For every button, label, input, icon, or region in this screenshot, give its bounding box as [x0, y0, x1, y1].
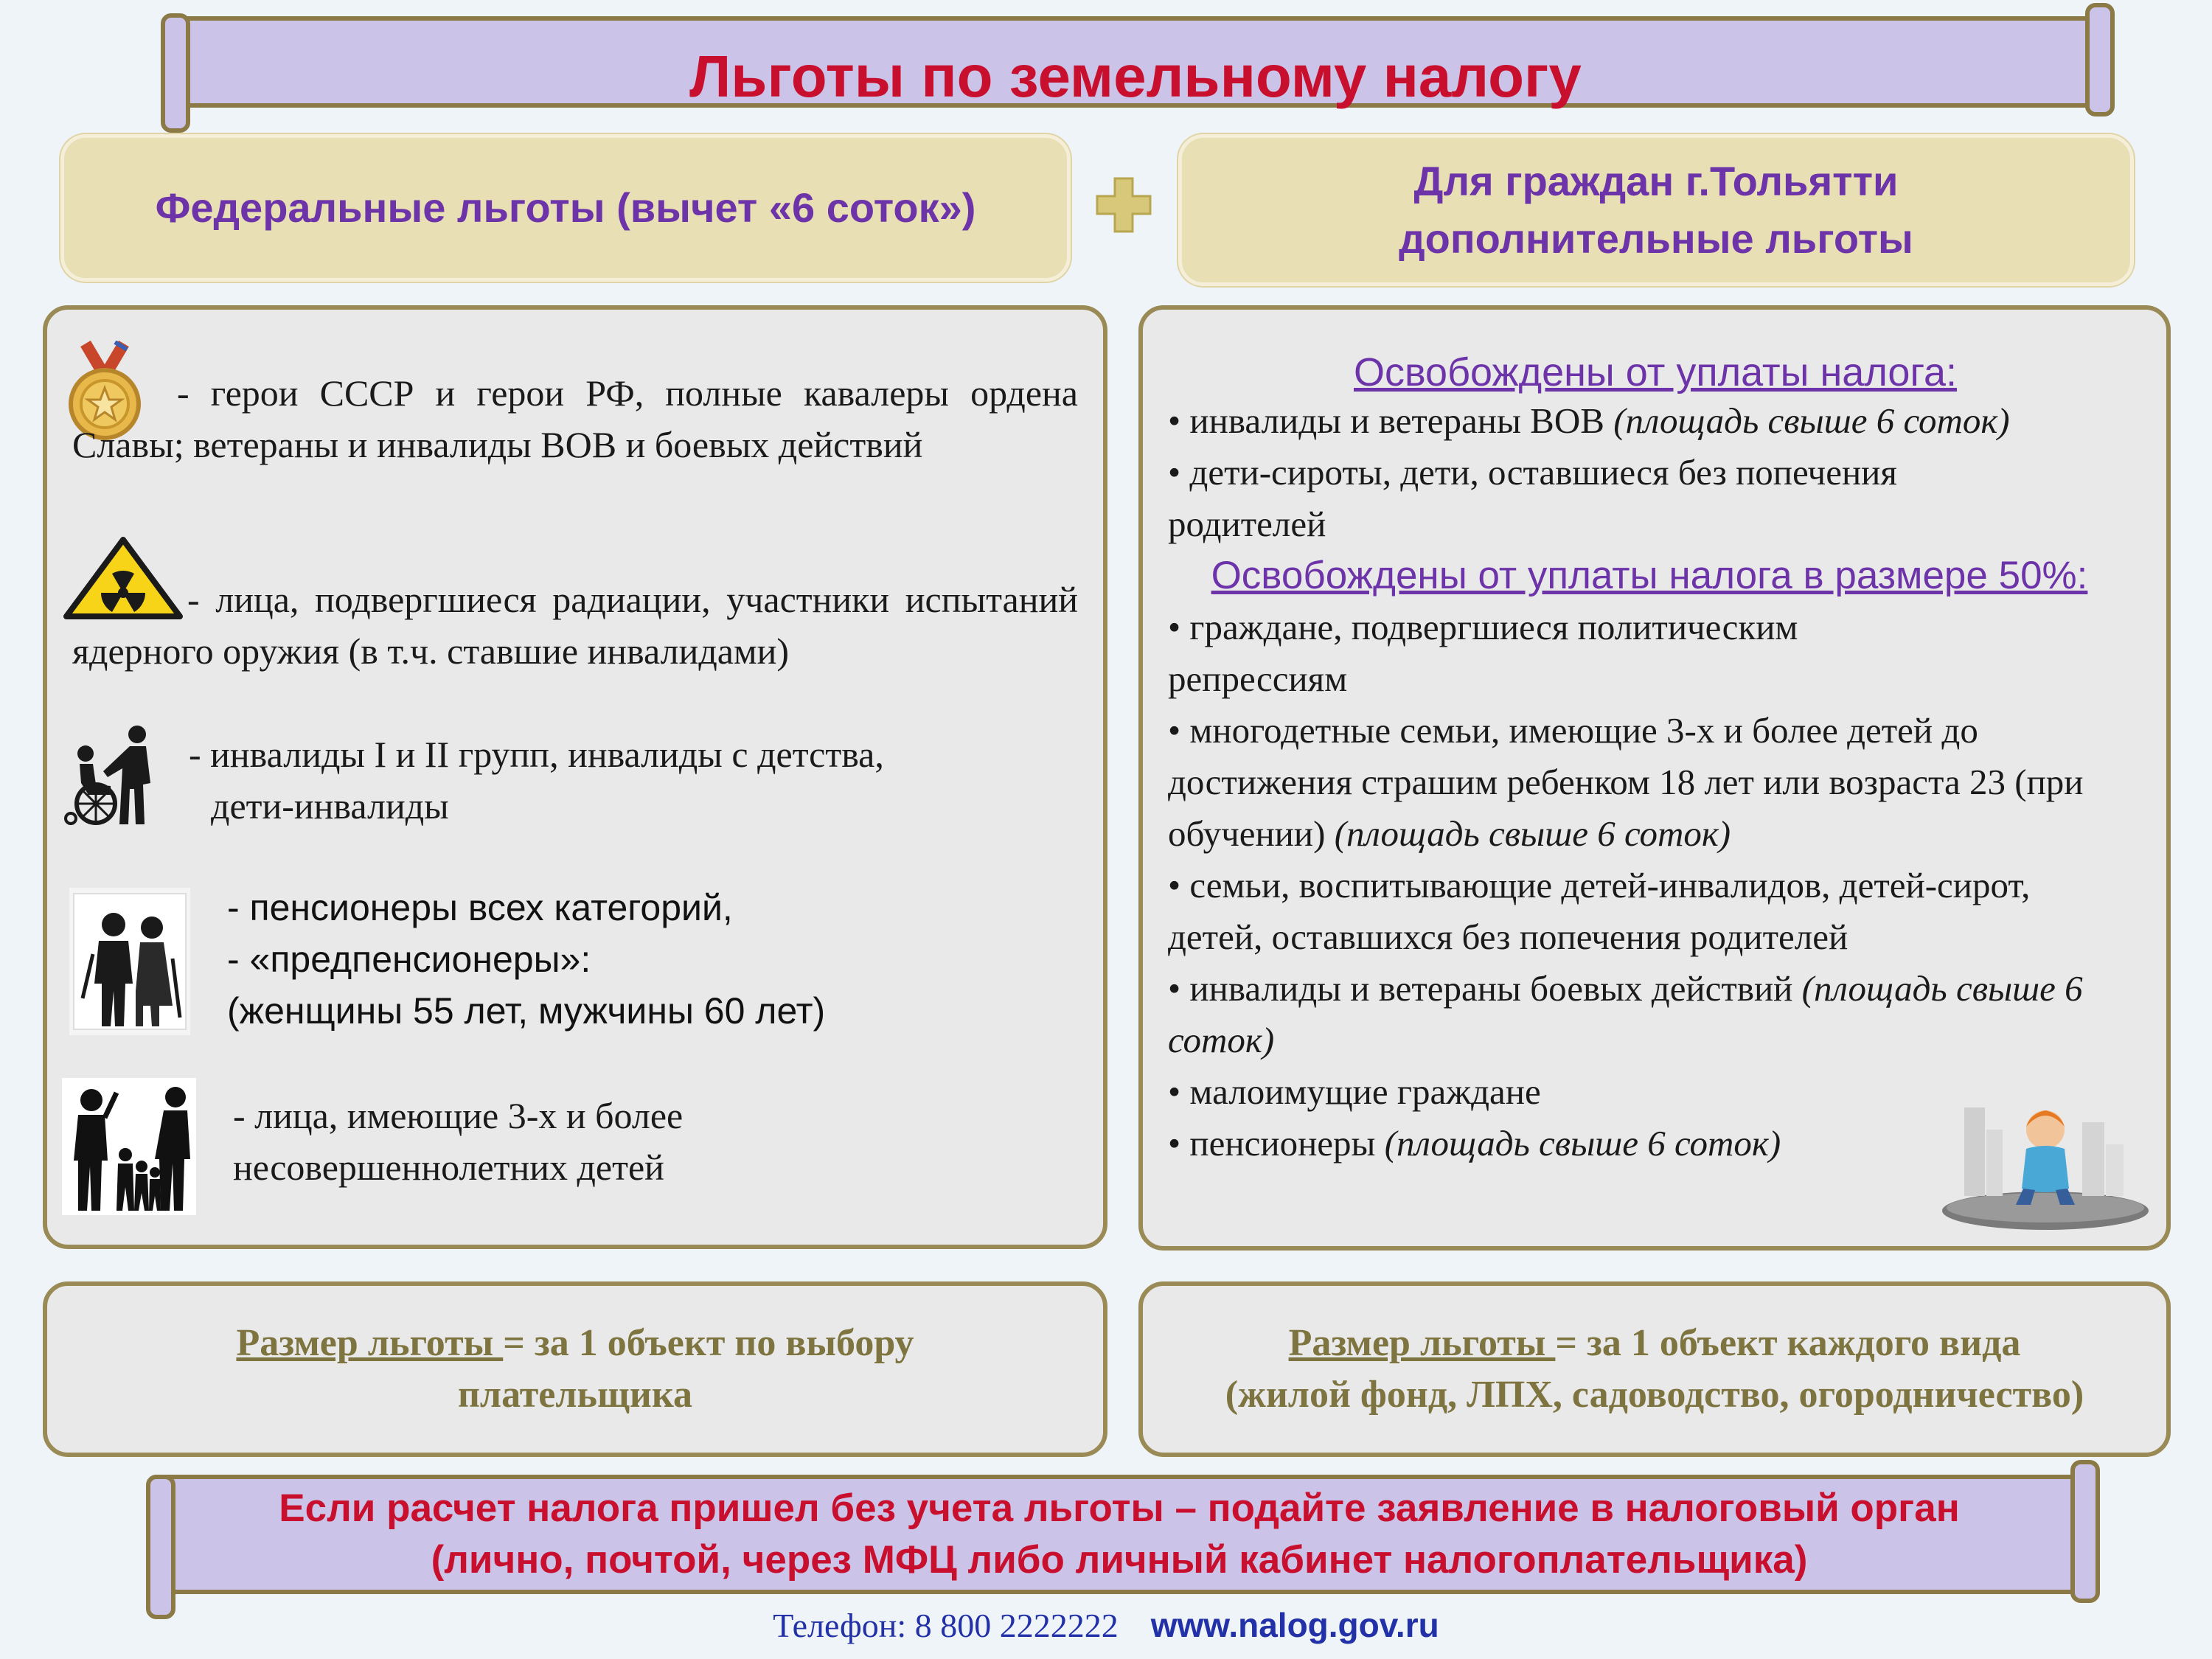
half-item-4: [1168, 963, 2141, 1066]
federal-header: [60, 134, 1071, 282]
tolyatti-size-label: Размер льготы: [1288, 1322, 1556, 1364]
tolyatti-header-line2: дополнительные льготы: [1399, 215, 1913, 262]
tolyatti-size-line1: [1289, 1318, 2021, 1369]
half-item-6-note: (площадь свыше 6 соток): [1384, 1123, 1781, 1164]
large-families-text-line1: - лица, имеющие 3-х и более: [233, 1095, 684, 1136]
pensioners-text-line2: - «предпенсионеры»:: [227, 939, 591, 980]
heroes-text: [72, 367, 1078, 470]
half-item-4-text: • инвалиды и ветераны боевых действий: [1168, 968, 1802, 1009]
tolyatti-header-line1: Для граждан г.Тольятти: [1413, 157, 1899, 204]
pensioners-text-line3: (женщины 55 лет, мужчины 60 лет): [227, 990, 826, 1032]
half-item-6-text: • пенсионеры: [1168, 1123, 1385, 1164]
half-exemption-heading: Освобождены от уплаты налога в размере 50%:: [1211, 554, 2088, 597]
half-item-2: [1168, 705, 2141, 860]
sad-child-icon: [1935, 1078, 2156, 1233]
disabled-text-line2: дети-инвалиды: [211, 785, 449, 827]
notice-curl-left: [146, 1475, 175, 1619]
footer: [0, 1603, 2212, 1656]
federal-size-line1: [236, 1318, 914, 1369]
disabled-text-line1: - инвалиды I и II групп, инвалиды с детства,: [189, 734, 884, 775]
notice-curl-right: [2070, 1460, 2100, 1603]
page-title: Льготы по земельному налогу: [689, 44, 1582, 109]
family-icon: [62, 1078, 196, 1215]
full-exemption-heading: Освобождены от уплаты налога:: [1353, 350, 1958, 394]
tolyatti-size-box: [1138, 1281, 2171, 1457]
federal-size-label: Размер льготы: [236, 1322, 504, 1364]
full-item-1-text: • инвалиды и ветераны ВОВ: [1168, 400, 1614, 441]
right-list: [1168, 395, 2149, 1169]
half-item-5: • малоимущие граждане: [1168, 1071, 1541, 1112]
notice-line2: (лично, почтой, через МФЦ либо личный кабинет налогоплательщика): [431, 1538, 1808, 1582]
tolyatti-size-line2: (жилой фонд, ЛПХ, садоводство, огородничество): [1225, 1374, 2084, 1416]
footer-phone: Телефон: 8 800 2222222: [773, 1607, 1119, 1644]
full-item-1-note: (площадь свыше 6 соток): [1613, 400, 2010, 441]
tolyatti-header: [1178, 134, 2134, 286]
federal-size-line2: плательщика: [457, 1374, 693, 1416]
federal-size-box: [43, 1281, 1107, 1457]
scroll-curl-right: [2085, 3, 2115, 116]
federal-header-text: Федеральные льготы (вычет «6 соток»): [155, 184, 976, 231]
half-item-4-note: (площадь свыше 6 соток): [1168, 968, 2083, 1060]
half-item-2-note: (площадь свыше 6 соток): [1334, 813, 1731, 854]
radiation-text-content: - лица, подвергшиеся радиации, участники испытаний ядерного оружия (в т.ч. ставшие инвалидами): [72, 579, 1078, 672]
scroll-curl-left: [161, 13, 190, 133]
full-item-1: [1168, 395, 2149, 447]
radiation-text: [72, 574, 1078, 677]
large-families-text-line2: несовершеннолетних детей: [233, 1147, 664, 1188]
half-item-1: • граждане, подвергшиеся политическим репрессиям: [1168, 607, 1798, 699]
plus-icon: [1094, 175, 1153, 234]
tolyatti-size-value: = за 1 объект каждого вида: [1555, 1322, 2021, 1364]
pensioners-text-line1: - пенсионеры всех категорий,: [227, 887, 733, 928]
footer-site-link[interactable]: www.nalog.gov.ru: [1150, 1606, 1439, 1644]
half-item-3: • семьи, воспитывающие детей-инвалидов, детей-сирот, детей, оставшихся без попечения родителей: [1168, 865, 2031, 957]
title-banner: [171, 16, 2100, 108]
half-item-2-text: • многодетные семьи, имеющие 3-х и более детей до достижения страшим ребенком 18 лет или возраста 23 (при обучении): [1168, 710, 2084, 854]
notice-banner: [155, 1475, 2084, 1594]
elderly-couple-icon: [69, 888, 190, 1035]
heroes-text-content: - герои СССР и герои РФ, полные кавалеры ордена Славы; ветераны и инвалиды ВОВ и боевых действий: [72, 372, 1078, 465]
federal-size-value: = за 1 объект по выбору: [503, 1322, 914, 1364]
notice-line1: Если расчет налога пришел без учета льготы – подайте заявление в налоговый орган: [279, 1486, 1960, 1530]
full-item-2: • дети-сироты, дети, оставшиеся без попечения родителей: [1168, 452, 1897, 544]
wheelchair-icon: [63, 724, 161, 827]
